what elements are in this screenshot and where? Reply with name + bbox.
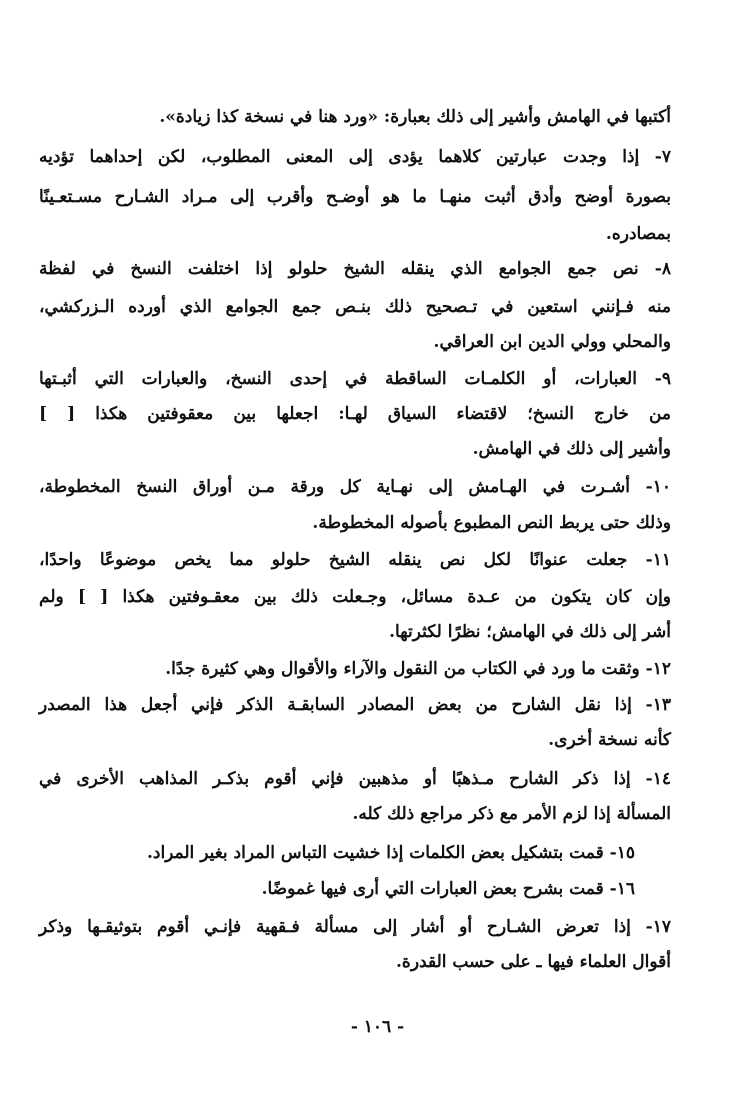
text-line: أقوال العلماء فيها ـ على حسب القدرة. — [396, 952, 671, 972]
text-line: ٧- إذا وجدت عبارتين كلاهما يؤدى إلى المعنى المطلوب، لكن إحداهما تؤديه — [39, 147, 671, 167]
text-line: المسألة إذا لزم الأمر مع ذكر مراجع ذلك كله. — [352, 804, 671, 824]
text-line: بصورة أوضح وأدق أثبت منهـا ما هو أوضـح وأقرب إلى مـراد الشـارح مسـتعـينًا — [39, 187, 671, 207]
text-line: ١٥- قمت بتشكيل بعض الكلمات إذا خشيت التباس المراد بغير المراد. — [146, 843, 635, 863]
text-line: من خارج النسخ؛ لاقتضاء السياق لهـا: اجعلها بين معقوفتين هكذا [ ] — [39, 404, 671, 424]
text-line: ١٠- أشـرت في الهـامش إلى نهـاية كل ورقة مـن أوراق النسخ المخطوطة، — [39, 477, 671, 497]
text-line: وذلك حتى يربط النص المطبوع بأصوله المخطوطة. — [312, 513, 671, 533]
page-number: - ١٠٦ - — [350, 1017, 405, 1037]
text-line: أشر إلى ذلك في الهامش؛ نظرًا لكثرتها. — [389, 622, 671, 642]
text-line: ٨- نص جمع الجوامع الذي ينقله الشيخ حلولو إذا اختلفت النسخ في لفظة — [39, 259, 671, 279]
text-line: وأشير إلى ذلك في الهامش. — [472, 439, 671, 459]
text-line: ٩- العبارات، أو الكلمـات الساقطة في إحدى النسخ، والعبارات التي أثبـتها — [39, 369, 671, 389]
text-line: والمحلي وولي الدين ابن العراقي. — [433, 332, 671, 352]
text-line: ١٢- وثقت ما ورد في الكتاب من النقول والآراء والأقوال وهي كثيرة جدًا. — [165, 659, 671, 679]
text-line: أكتبها في الهامش وأشير إلى ذلك بعبارة: «ورد هنا في نسخة كذا زيادة». — [159, 107, 671, 127]
text-line: كأنه نسخة أخرى. — [548, 730, 671, 750]
text-line: ١٦- قمت بشرح بعض العبارات التي أرى فيها غموضًا. — [261, 879, 635, 899]
text-line: بمصادره. — [605, 224, 671, 244]
text-line: ١٤- إذا ذكر الشارح مـذهبًا أو مذهبين فإني أقوم بذكـر المذاهب الأخرى في — [39, 769, 671, 789]
text-line: ١٣- إذا نقل الشارح من بعض المصادر السابقـة الذكر فإني أجعل هذا المصدر — [39, 695, 671, 715]
text-line: منه فـإنني استعين في تـصحيح ذلك بنـص جمع الجوامع الذي أورده الـزركشي، — [39, 297, 671, 317]
text-line: وإن كان يتكون من عـدة مسائل، وجـعلت ذلك بين معقـوفتين هكذا [ ] ولم — [39, 587, 671, 607]
text-line: ١١- جعلت عنوانًا لكل نص ينقله الشيخ حلولو مما يخص موضوعًا واحدًا، — [39, 550, 671, 570]
text-line: ١٧- إذا تعرض الشـارح أو أشار إلى مسألة فـقهية فإنـي أقوم بتوثيقـها وذكر — [39, 917, 671, 937]
